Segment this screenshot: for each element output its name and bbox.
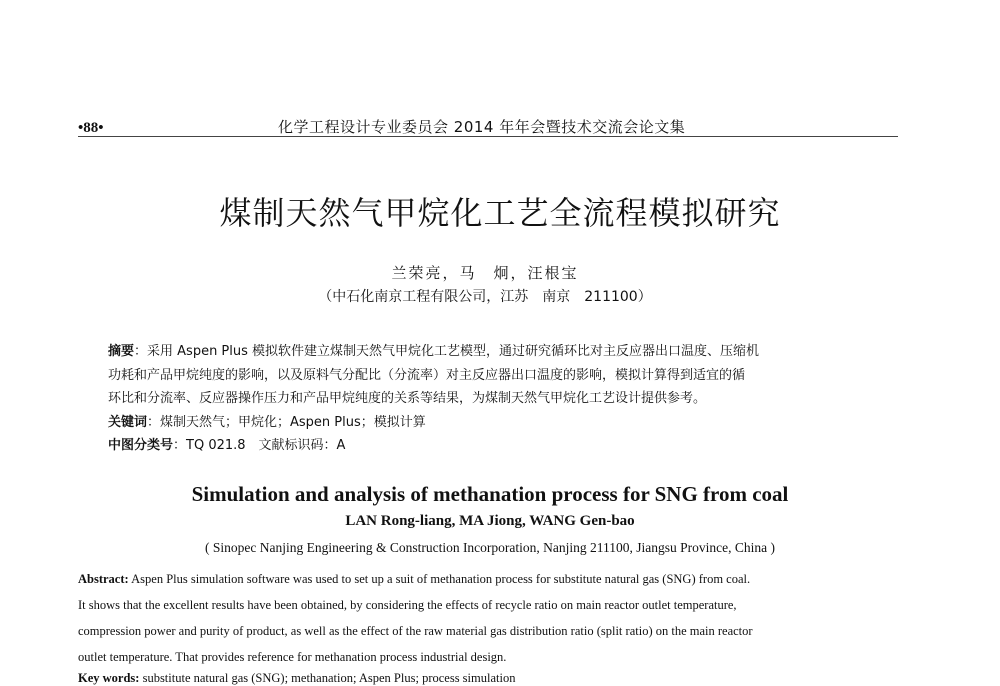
chinese-abstract-line: 功耗和产品甲烷纯度的影响，以及原料气分配比（分流率）对主反应器出口温度的影响，模拟计算得到适宜的循 bbox=[108, 367, 746, 383]
chinese-keywords-label: 关键词 bbox=[108, 414, 148, 430]
chinese-title: 煤制天然气甲烷化工艺全流程模拟研究 bbox=[219, 194, 781, 232]
chinese-authors: 兰荣亮，马 炯，汪根宝 bbox=[391, 264, 579, 282]
page-number: •88• bbox=[78, 120, 104, 136]
english-title: Simulation and analysis of methanation process for SNG from coal bbox=[191, 482, 789, 506]
journal-title: 化学工程设计专业委员会 2014 年年会暨技术交流会论文集 bbox=[278, 118, 686, 136]
english-abstract-line: outlet temperature. That provides reference for methanation process industrial design. bbox=[78, 650, 507, 664]
english-abstract-line: It shows that the excellent results have been obtained, by considering the effects of recycle ratio on main reactor outlet temperature, bbox=[78, 598, 737, 612]
chinese-abstract-line: 环比和分流率、反应器操作压力和产品甲烷纯度的关系等结果，为煤制天然气甲烷化工艺设计提供参考。 bbox=[108, 391, 707, 406]
chinese-abstract-text: ：采用 Aspen Plus 模拟软件建立煤制天然气甲烷化工艺模型，通过研究循环比对主反应器出口温度、压缩机 bbox=[134, 344, 760, 359]
chinese-classification-label: 中图分类号 bbox=[108, 438, 174, 453]
english-abstract-line bbox=[78, 566, 904, 592]
chinese-classification-line bbox=[108, 434, 878, 458]
english-abstract-label: Abstract: bbox=[78, 572, 129, 586]
running-head bbox=[78, 112, 898, 140]
english-abstract-line: compression power and purity of product, as well as the effect of the raw material gas distribution ratio (split ratio) on the main reactor bbox=[78, 624, 753, 638]
chinese-keywords-text: ：煤制天然气；甲烷化；Aspen Plus；模拟计算 bbox=[147, 414, 426, 430]
chinese-abstract-label: 摘要 bbox=[108, 344, 135, 359]
chinese-classification-text: ：TQ 021.8 文献标识码：A bbox=[173, 438, 346, 453]
chinese-keywords-line bbox=[108, 411, 878, 435]
chinese-abstract-line bbox=[108, 340, 878, 364]
chinese-affiliation: （中石化南京工程有限公司，江苏 南京 211100） bbox=[318, 289, 652, 305]
english-abstract-block bbox=[78, 566, 904, 670]
english-abstract-text: Aspen Plus simulation software was used to set up a suit of methanation process for substitute natural gas (SNG) from coal. bbox=[128, 572, 751, 586]
header-rule bbox=[78, 136, 898, 137]
english-keywords-label: Key words: bbox=[78, 671, 140, 685]
english-keywords-text: substitute natural gas (SNG); methanation; Aspen Plus; process simulation bbox=[139, 671, 516, 685]
english-affiliation: ( Sinopec Nanjing Engineering & Construction Incorporation, Nanjing 211100, Jiangsu Province, China ) bbox=[204, 540, 776, 555]
chinese-abstract-block bbox=[108, 340, 878, 458]
english-authors: LAN Rong-liang, MA Jiong, WANG Gen-bao bbox=[345, 513, 635, 529]
